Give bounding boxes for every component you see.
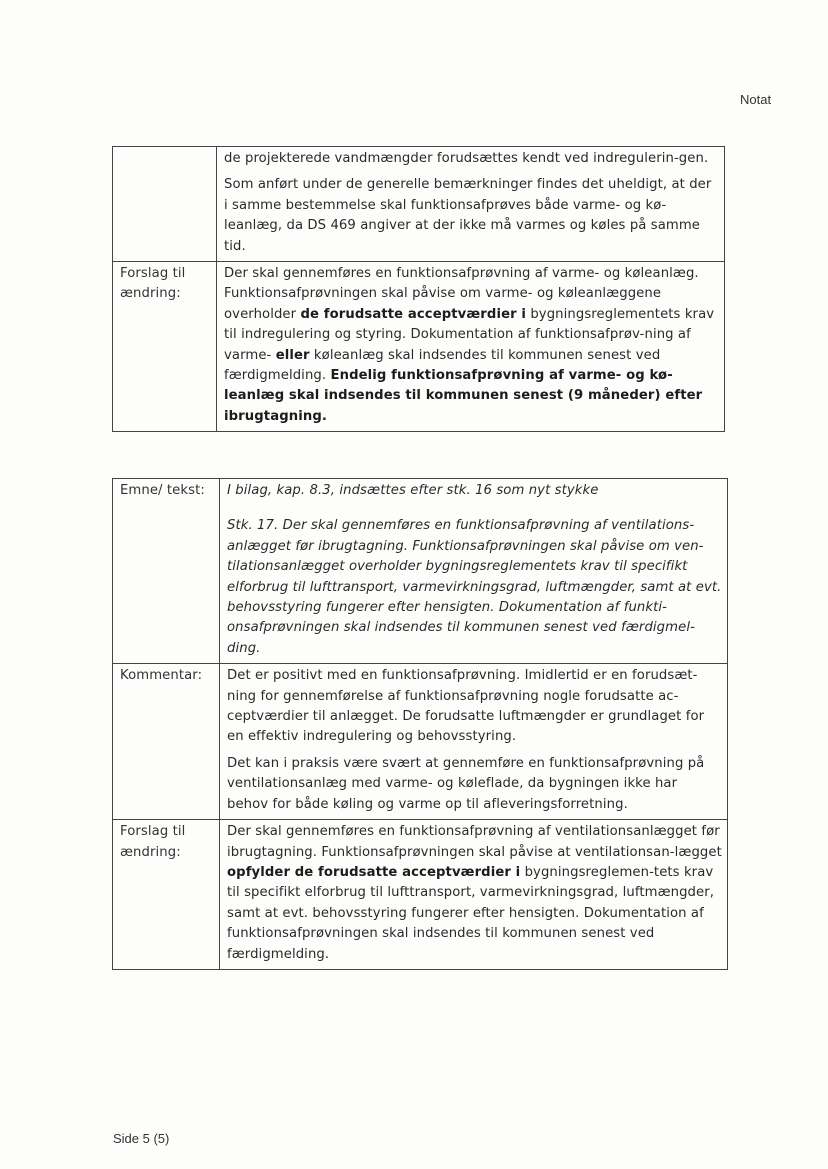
bold-text: de forudsatte acceptværdier i [300,306,527,322]
paragraph [224,264,719,427]
text-run: bygningsreglementets krav til indregulering og styring. Dokumentation af funktionsafprøv-ning af varme- [224,306,715,363]
row-content [220,479,728,664]
row-content [217,262,725,432]
row-label: Kommentar: [113,664,220,820]
paragraph: Stk. 17. Der skal gennemføres en funktionsafprøvning af ventilations-anlægget før ibrugtagning. Funktionsafprøvningen skal påvise om ven-tilationsanlægget overholder bygningsreglementets krav til specifikt elforbrug til lufttransport, varmevirkningsgrad, luftmængder, samt at evt. behovsstyring fungerer efter hensigten. Dokumentation af funkti-onsafprøvningen skal indsendes til kommunen senest ved færdigmel-ding. [227,518,722,656]
text-run: bygningsreglemen-tets krav til specifikt elforbrug til lufttransport, varmevirkningsgrad, luftmængder, samt at evt. behovsstyring fungerer efter hensigten. Dokumentation af funktionsafprøvningen skal indsendes til kommunen senest ved færdigmelding. [227,864,715,962]
text-run: Der skal gennemføres en funktionsafprøvning af ventilationsanlægget før ibrugtagning. Funktionsafprøvningen skal påvise at ventilationsan-lægget [227,824,722,860]
row-label [113,147,217,262]
table-row [113,147,725,262]
text-run: køleanlæg skal indsendes til kommunen senest ved færdigmelding. [224,347,661,384]
table-row [113,479,728,664]
paragraph: de projekterede vandmængder forudsættes kendt ved indregulerin-gen. [224,151,709,166]
paragraph: Det er positivt med en funktionsafprøvning. Imidlertid er en forudsæt-ning for gennemførelse af funktionsafprøvning nogle forudsatte ac-ceptværdier til anlægget. De forudsatte luftmængder er grundlaget for en effektiv indregulering og behovsstyring. [227,668,705,745]
row-content [220,820,728,970]
table-row [113,664,728,820]
table-row [113,262,725,432]
page-number: Side 5 (5) [113,1131,170,1146]
paragraph: Det kan i praksis være svært at gennemføre en funktionsafprøvning på ventilationsanlæg med varme- og køleflade, da bygningen ikke har behov for både køling og varme op til afleveringsforretning. [227,755,705,812]
table-row [113,820,728,970]
bold-text: opfylder de forudsatte acceptværdier i [227,864,521,880]
paragraph: I bilag, kap. 8.3, indsættes efter stk. 16 som nyt stykke [227,483,599,498]
document-type-label: Notat [740,92,772,107]
paragraph: Som anført under de generelle bemærkninger findes det uheldigt, at der i samme bestemmelse skal funktionsafprøves både varme- og kø-leanlæg, da DS 469 angiver at der ikke må varmes og køles på samme tid. [224,177,712,254]
row-content [220,664,728,820]
row-label: Forslag til ændring: [113,262,217,432]
row-content [217,147,725,262]
proposal-table-ventilation [112,478,728,970]
row-label: Emne/ tekst: [113,479,220,664]
row-label: Forslag til ændring: [113,820,220,970]
bold-text: Endelig funktionsafprøvning af varme- og kø-leanlæg skal indsendes til kommunen senest (9 måneder) efter ibrugtagning. [224,368,703,424]
proposal-table-heating-cooling [112,146,725,432]
paragraph [227,822,722,965]
text-run: Der skal gennemføres en funktionsafprøvning af varme- og køleanlæg. Funktionsafprøvningen skal påvise om varme- og køleanlæggene overholder [224,266,699,322]
bold-text: eller [275,347,310,363]
